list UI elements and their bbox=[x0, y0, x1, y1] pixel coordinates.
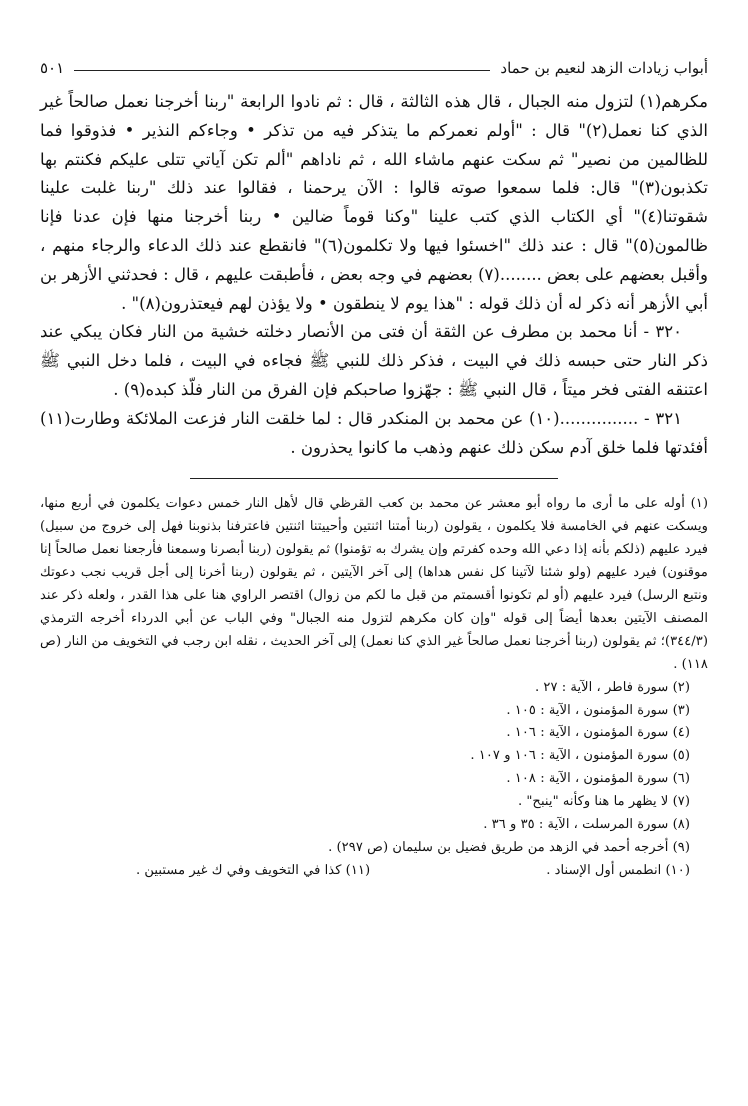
footnote-4: (٤) سورة المؤمنون ، الآية : ١٠٦ . bbox=[506, 725, 690, 741]
footnote-2: (٢) سورة فاطر ، الآية : ٢٧ . bbox=[535, 679, 690, 695]
hadith-320: ٣٢٠ - أنا محمد بن مطرف عن الثقة أن فتى من الأنصار دخلته خشية من النار فكان يبكي عند ذكر النار حتى حبسه ذلك في البيت ، فذكر ذلك للنبي ﷺ فجاءه في البيت ، فلما دخل النبي ﷺ اعتنقه الفتى فخر ميتاً ، قال النبي ﷺ : جهّزوا صاحبكم فإن الفرق من النار فلّذ كبده(٩) . bbox=[40, 322, 708, 399]
footnote-separator bbox=[190, 478, 558, 479]
footnote-3: (٣) سورة المؤمنون ، الآية : ١٠٥ . bbox=[506, 702, 690, 718]
footnotes bbox=[40, 493, 708, 882]
footnote-6: (٦) سورة المؤمنون ، الآية : ١٠٨ . bbox=[506, 771, 690, 787]
footnote-5: (٥) سورة المؤمنون ، الآية : ١٠٦ و ١٠٧ . bbox=[470, 748, 690, 764]
footnote-11: (١١) كذا في التخويف وفي ك غير مستبين . bbox=[136, 862, 371, 878]
header-rule bbox=[74, 70, 490, 71]
main-text bbox=[40, 88, 708, 462]
footnote-row-10-11 bbox=[40, 860, 708, 883]
hadith-321: ٣٢١ - ...............(١٠) عن محمد بن المنكدر قال : لما خلقت النار فزعت الملائكة وطارت(١١) أفئدتها فلما خلق آدم سكن ذلك عنهم وذهب ما كانوا يحذرون . bbox=[40, 408, 708, 457]
footnote-9: (٩) أخرجه أحمد في الزهد من طريق فضيل بن سليمان (ص ٢٩٧) . bbox=[328, 839, 690, 855]
footnote-10: (١٠) انطمس أول الإسناد . bbox=[546, 862, 690, 878]
paragraph-continuation: مكرهم(١) لتزول منه الجبال ، قال هذه الثالثة ، قال : ثم نادوا الرابعة "ربنا أخرجنا نعمل صالحاً غير الذي كنا نعمل(٢)" قال : "أولم نعمركم ما يتذكر فيه من تذكر • وجاءكم النذير • فذوقوا فما للظالمين من نصير" ثم سكت عنهم ماشاء الله ، ثم ناداهم "ألم تكن آياتي تتلى عليكم فكنتم بها تكذبون(٣)" قال: فلما سمعوا صوته قالوا : الآن يرحمنا ، فقالوا عند ذلك "ربنا غلبت علينا شقوتنا(٤)" أي الكتاب الذي كتب علينا "وكنا قوماً ضالين • ربنا أخرجنا منها فإن عدنا فإنا ظالمون(٥)" قال : عند ذلك "اخسئوا فيها ولا تكلمون(٦)" فانقطع عند ذلك الدعاء والرجاء منهم ، وأقبل بعضهم على بعض ........(٧) بعضهم في وجه بعض ، فأطبقت عليهم ، قال : فحدثني الأزهر بن أبي الأزهر أنه ذكر له أن ذلك قوله : "هذا يوم لا ينطقون • ولا يؤذن لهم فيعتذرون(٨)" . bbox=[40, 92, 708, 313]
running-title: أبواب زيادات الزهد لنعيم بن حماد bbox=[500, 59, 708, 77]
footnote-7: (٧) لا يظهر ما هنا وكأنه "ينبح" . bbox=[517, 794, 690, 810]
book-page bbox=[40, 56, 708, 883]
page-number: ٥٠١ bbox=[40, 59, 65, 77]
footnote-8: (٨) سورة المرسلت ، الآية : ٣٥ و ٣٦ . bbox=[483, 817, 690, 833]
page-header bbox=[40, 56, 708, 80]
footnote-1: (١) أوله على ما أرى ما رواه أبو معشر عن محمد بن كعب القرظي قال لأهل النار خمس دعوات يكلمون في أربع منها، ويسكت عنهم في الخامسة فلا يكلمون ، يقولون (ربنا أمتنا اثنتين وأحييتنا اثنتين فاعترفنا بذنوبنا فهل إلى خروج من سبيل) فيرد عليهم (ذلكم بأنه إذا دعي الله وحده كفرتم وإن يشرك به تؤمنوا) ثم يقولون (ربنا أبصرنا وسمعنا فأرجعنا نعمل صالحاً إنا موقنون) فيرد عليهم (ولو شئنا لآتينا كل نفس هداها) إلى آخر الآيتين ، ثم يقولون (ربنا أخرنا إلى أجل قريب نجب دعوتك ونتبع الرسل) فيرد عليهم (أو لم تكونوا أقسمتم من قبل ما لكم من زوال) اقتصر الراوي هنا على هذا القدر ، ولعله ذكر عند المصنف الآيتين بعدها أيضاً إلى قوله "وإن كان مكرهم لتزول منه الجبال" وفي الباب عن أبي الدرداء أخرجه الترمذي (٣٤٤/٣)؛ ثم يقولون (ربنا أخرجنا نعمل صالحاً غير الذي كنا نعمل) إلى آخر الحديث ، نقله ابن رجب في التخويف من النار (ص ١١٨) . bbox=[40, 496, 708, 672]
